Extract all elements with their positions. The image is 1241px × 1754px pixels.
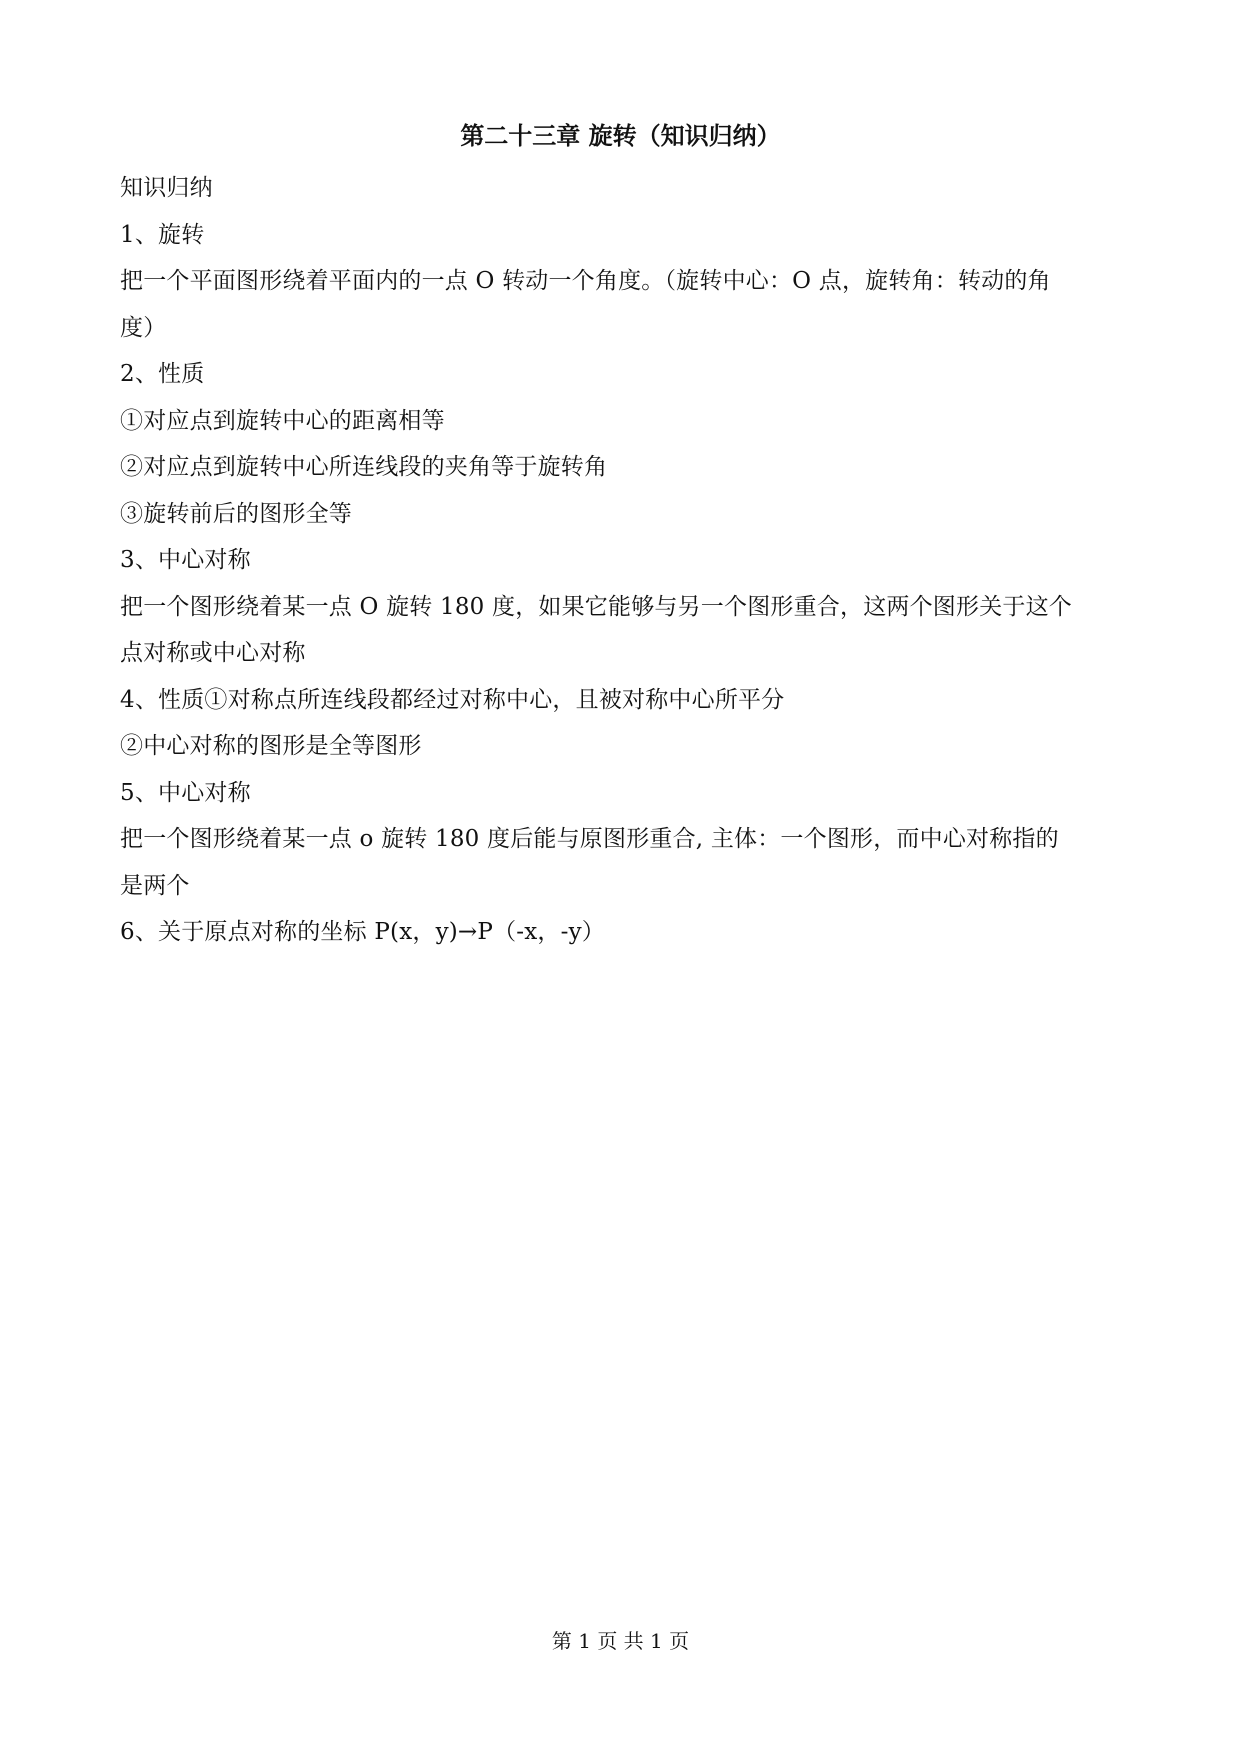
property-2: ②对应点到旋转中心所连线段的夹角等于旋转角 [120, 454, 608, 480]
heading-rotation: 1、旋转 [120, 221, 205, 248]
symmetric-figure-definition-line-2: 是两个 [120, 872, 190, 899]
property-3: ③旋转前后的图形全等 [120, 500, 352, 527]
central-symmetry-definition-line-2: 点对称或中心对称 [120, 640, 306, 666]
document-body [120, 165, 1125, 956]
property-1: ①对应点到旋转中心的距离相等 [120, 407, 445, 434]
rotation-definition-line-2: 度） [120, 314, 167, 341]
origin-symmetry-coordinates: 6、关于原点对称的坐标 P(x，y)→P（-x，-y） [120, 919, 605, 945]
rotation-definition-line-1: 把一个平面图形绕着平面内的一点 O 转动一个角度。（旋转中心：O 点，旋转角：转动的角 [120, 268, 1051, 294]
symmetry-property-2: ②中心对称的图形是全等图形 [120, 733, 422, 759]
heading-central-symmetric-figure: 5、中心对称 [120, 779, 251, 806]
symmetry-property-1: 4、性质①对称点所连线段都经过对称中心，且被对称中心所平分 [120, 686, 785, 713]
central-symmetry-definition-line-1: 把一个图形绕着某一点 O 旋转 180 度，如果它能够与另一个图形重合，这两个图形关于这个 [120, 593, 1072, 620]
document-title: 第二十三章 旋转（知识归纳） [460, 122, 781, 150]
section-heading-knowledge-summary: 知识归纳 [120, 175, 213, 201]
heading-central-symmetry: 3、中心对称 [120, 547, 251, 573]
symmetric-figure-definition-line-1: 把一个图形绕着某一点 o 旋转 180 度后能与原图形重合, 主体：一个图形，而中心对称指的 [120, 826, 1059, 852]
page-footer: 第 1 页 共 1 页 [551, 1629, 690, 1653]
heading-properties: 2、性质 [120, 361, 205, 387]
